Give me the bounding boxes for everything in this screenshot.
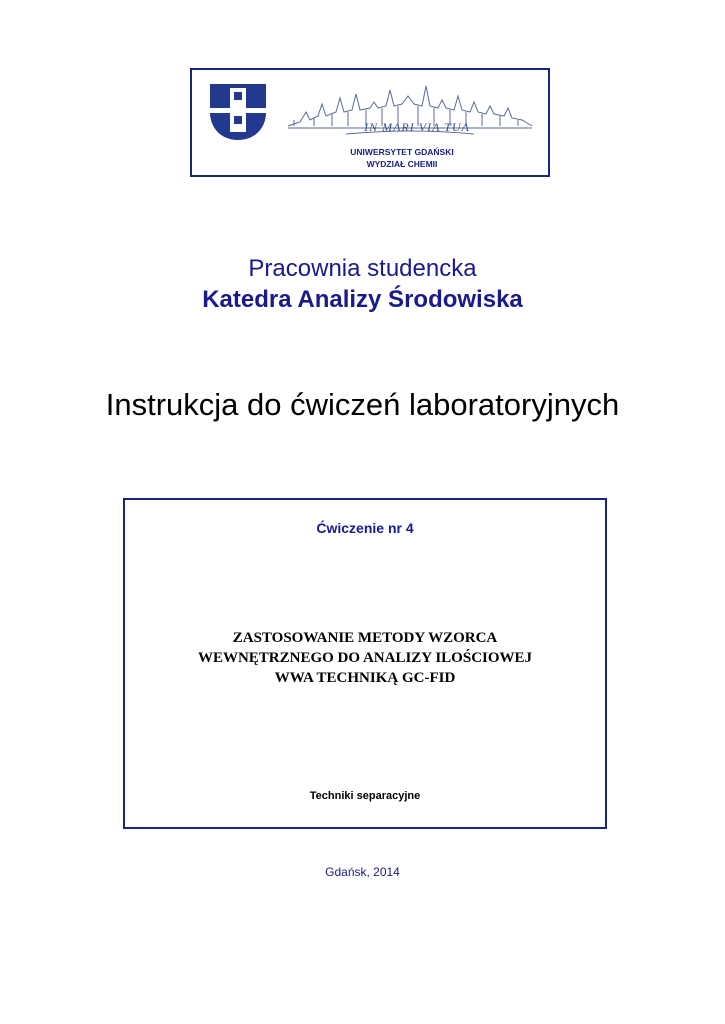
exercise-number: Ćwiczenie nr 4: [316, 520, 414, 536]
exercise-title-line: ZASTOSOWANIE METODY WZORCA: [232, 630, 498, 646]
university-motto: IN MARI VIA TUA: [364, 120, 470, 134]
document-title: Instrukcja do ćwiczeń laboratoryjnych: [105, 387, 620, 422]
place-and-year: Gdańsk, 2014: [325, 865, 400, 879]
university-logo-icon: [208, 84, 268, 140]
exercise-title-line: WWA TECHNIKĄ GC-FID: [274, 670, 456, 686]
university-header: [190, 68, 550, 177]
university-name: UNIWERSYTET GDAŃSKI: [350, 147, 454, 157]
department-name: Katedra Analizy Środowiska: [202, 286, 523, 313]
exercise-title-line: WEWNĘTRZNEGO DO ANALIZY ILOŚCIOWEJ: [197, 650, 533, 666]
lab-name: Pracownia studencka: [248, 255, 477, 282]
exercise-title: [125, 628, 605, 688]
faculty-name: WYDZIAŁ CHEMII: [366, 159, 438, 169]
exercise-box: [123, 498, 607, 829]
exercise-subject: Techniki separacyjne: [309, 790, 421, 802]
